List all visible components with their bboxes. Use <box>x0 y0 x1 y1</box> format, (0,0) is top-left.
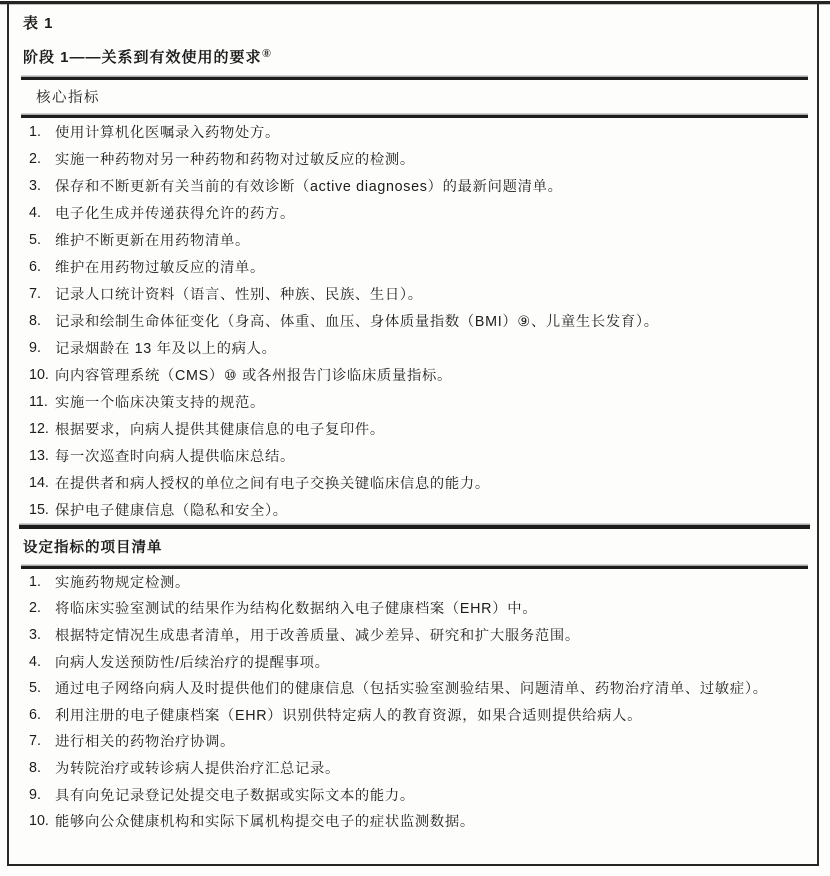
item-text: 根据要求，向病人提供其健康信息的电子复印件。 <box>55 421 385 438</box>
item-text: 将临床实验室测试的结果作为结构化数据纳入电子健康档案（EHR）中。 <box>55 601 538 618</box>
item-number: 4. <box>29 204 41 221</box>
item-text: 使用计算机化医嘱录入药物处方。 <box>55 124 280 141</box>
item-number: 6. <box>29 258 41 275</box>
item-text: 记录烟龄在 13 年及以上的病人。 <box>55 340 277 357</box>
item-text: 记录和绘制生命体征变化（身高、体重、血压、身体质量指数（BMI）⑨、儿童生长发育）。 <box>55 313 659 330</box>
list-item <box>29 701 811 728</box>
item-text: 利用注册的电子健康档案（EHR）识别供特定病人的教育资源，如果合适则提供给病人。 <box>55 707 643 724</box>
list-item <box>29 442 811 469</box>
item-text: 通过电子网络向病人及时提供他们的健康信息（包括实验室测验结果、问题清单、药物治疗清单、过敏症）。 <box>55 681 768 698</box>
item-number: 15. <box>29 501 49 518</box>
item-number: 4. <box>29 653 41 670</box>
table-1 <box>7 3 819 866</box>
item-number: 7. <box>29 733 41 750</box>
item-text: 进行相关的药物治疗协调。 <box>55 734 235 751</box>
list-item <box>29 415 811 442</box>
item-number: 11. <box>29 393 48 410</box>
table-title <box>23 44 817 68</box>
list-item <box>29 808 811 835</box>
item-text: 能够向公众健康机构和实际下属机构提交电子的症状监测数据。 <box>55 814 475 831</box>
list-item <box>29 334 811 361</box>
list-item <box>29 280 811 307</box>
list-item <box>29 172 811 199</box>
item-text: 保存和不断更新有关当前的有效诊断（active diagnoses）的最新问题清单。 <box>55 178 563 195</box>
item-number: 2. <box>29 150 41 167</box>
list-item <box>29 595 811 622</box>
footnote-ref-8: ⑧ <box>261 48 272 60</box>
item-number: 8. <box>29 312 41 329</box>
item-number: 1. <box>29 573 41 590</box>
item-text: 保护电子健康信息（隐私和安全）。 <box>55 502 288 519</box>
table-title-text: 阶段 1——关系到有效使用的要求 <box>23 49 262 66</box>
item-number: 9. <box>29 786 41 803</box>
item-text: 记录人口统计资料（语言、性别、种族、民族、生日）。 <box>55 286 423 303</box>
list-item <box>29 648 811 675</box>
section-header-menu-set: 设定指标的项目清单 <box>23 539 163 556</box>
item-text: 根据特定情况生成患者清单，用于改善质量、减少差异、研究和扩大服务范围。 <box>55 627 580 644</box>
item-number: 5. <box>29 231 41 248</box>
list-item <box>29 622 811 649</box>
list-item <box>29 307 811 334</box>
list-item <box>29 755 811 782</box>
item-text: 向病人发送预防性/后续治疗的提醒事项。 <box>55 654 330 671</box>
list-item <box>29 145 811 172</box>
item-text: 实施一种药物对另一种药物和药物对过敏反应的检测。 <box>55 151 415 168</box>
item-number: 3. <box>29 626 41 643</box>
item-number: 1. <box>29 123 41 140</box>
list-item <box>29 226 811 253</box>
item-number: 8. <box>29 759 41 776</box>
item-number: 9. <box>29 339 41 356</box>
list-item <box>29 469 811 496</box>
menu-set-list <box>9 569 817 835</box>
list-item <box>29 496 811 523</box>
list-item <box>29 199 811 226</box>
list-item <box>29 361 811 388</box>
list-item <box>29 118 811 145</box>
core-indicators-list <box>9 118 817 523</box>
list-item <box>29 388 811 415</box>
section-header-core-indicators: 核心指标 <box>36 90 100 106</box>
item-number: 5. <box>29 680 41 697</box>
list-item <box>29 781 811 808</box>
item-text: 实施一个临床决策支持的规范。 <box>55 394 265 411</box>
list-item <box>29 253 811 280</box>
table-caption: 表 1 <box>23 15 54 32</box>
item-text: 为转院治疗或转诊病人提供治疗汇总记录。 <box>55 760 340 777</box>
item-text: 每一次巡查时向病人提供临床总结。 <box>55 448 295 465</box>
list-item <box>29 728 811 755</box>
item-number: 3. <box>29 177 41 194</box>
item-number: 7. <box>29 285 41 302</box>
list-item <box>29 675 811 702</box>
item-text: 电子化生成并传递获得允许的药方。 <box>55 205 295 222</box>
item-text: 向内容管理系统（CMS）⑩ 或各州报告门诊临床质量指标。 <box>55 367 452 384</box>
list-item <box>29 569 811 596</box>
item-number: 10. <box>29 813 49 830</box>
item-text: 具有向免记录登记处提交电子数据或实际文本的能力。 <box>55 787 415 804</box>
item-number: 10. <box>29 366 49 383</box>
header-rule-top <box>21 77 808 80</box>
item-number: 2. <box>29 600 41 617</box>
section-divider-rule <box>19 525 810 529</box>
item-text: 实施药物规定检测。 <box>55 574 190 591</box>
item-number: 14. <box>29 474 49 491</box>
item-text: 在提供者和病人授权的单位之间有电子交换关键临床信息的能力。 <box>55 475 490 492</box>
item-text: 维护不断更新在用药物清单。 <box>55 232 250 249</box>
item-number: 12. <box>29 420 49 437</box>
item-number: 13. <box>29 447 49 464</box>
item-text: 维护在用药物过敏反应的清单。 <box>55 259 265 276</box>
item-number: 6. <box>29 706 41 723</box>
